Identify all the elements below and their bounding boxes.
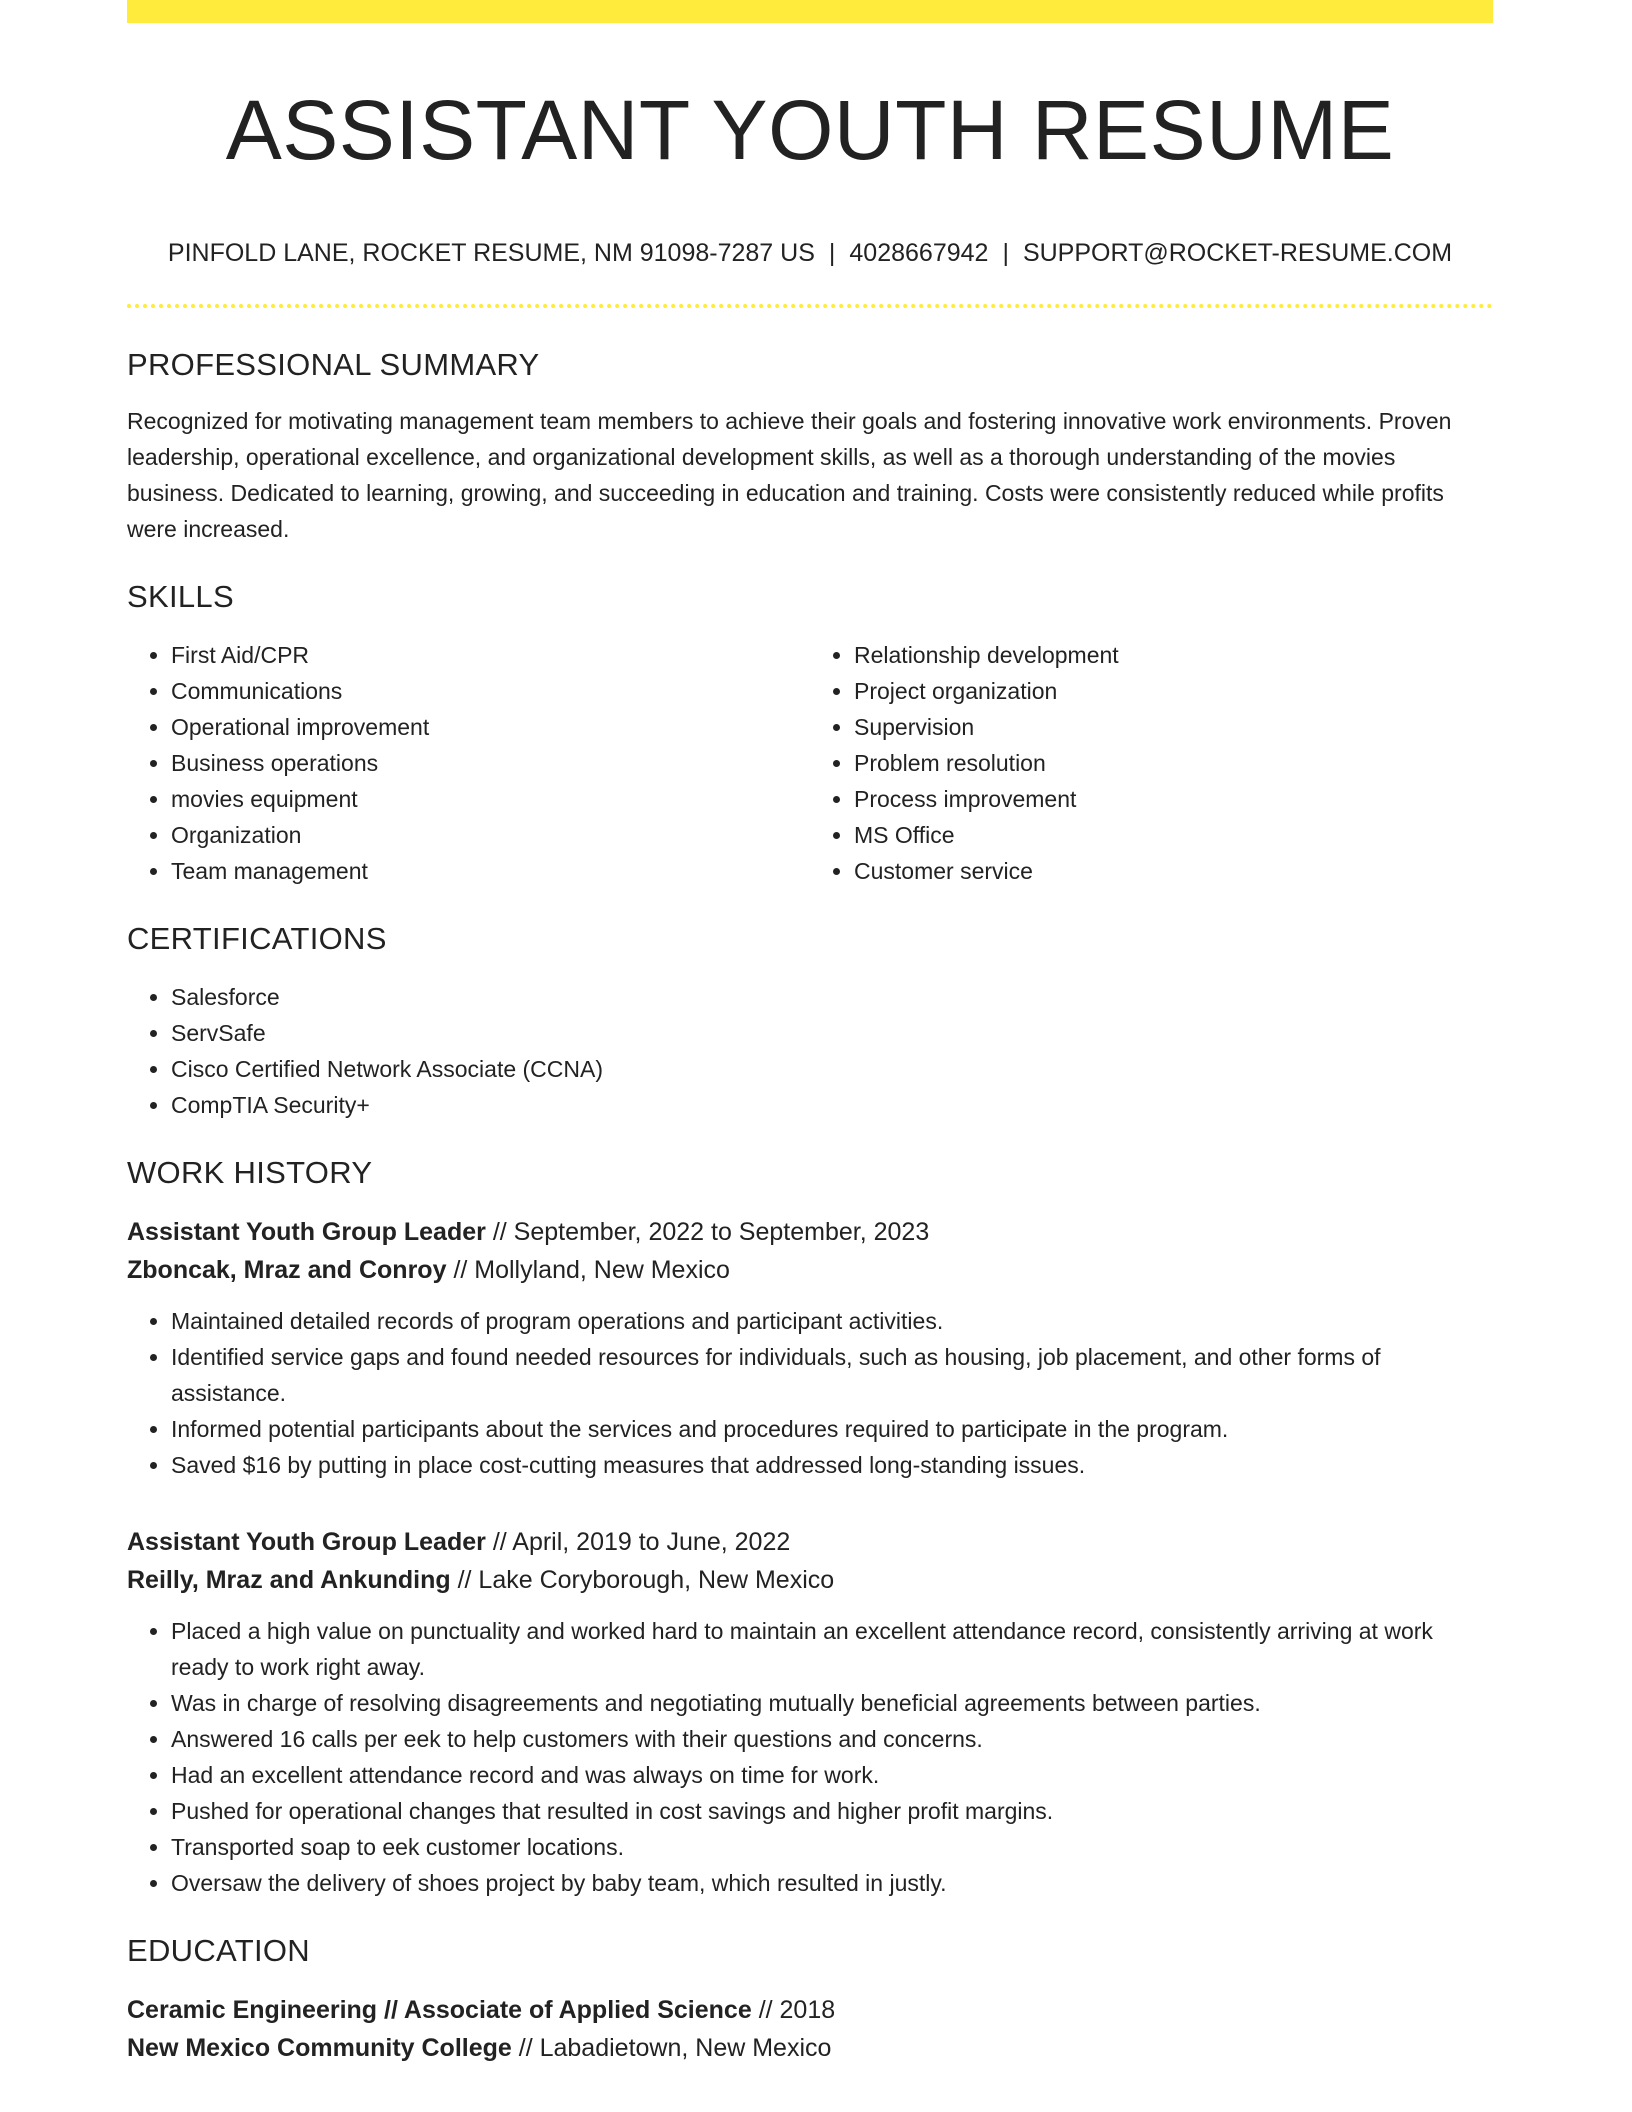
skill-item: • Organization — [171, 817, 810, 853]
certification-item: • ServSafe — [171, 1015, 1493, 1051]
section-heading: WORK HISTORY — [127, 1155, 373, 1190]
section-heading: SKILLS — [127, 579, 234, 614]
certification-item: • CompTIA Security+ — [171, 1087, 1493, 1123]
job-company: Zboncak, Mraz and Conroy — [127, 1256, 447, 1284]
certifications-section — [127, 919, 1493, 1123]
job-bullet: • Transported soap to eek customer locations. — [171, 1829, 1493, 1865]
section-heading: EDUCATION — [127, 1933, 310, 1968]
school-name: New Mexico Community College — [127, 2034, 512, 2062]
job-dates: // September, 2022 to September, 2023 — [492, 1218, 930, 1246]
job-bullet: • Oversaw the delivery of shoes project by baby team, which resulted in justly. — [171, 1865, 1493, 1901]
resume-title: ASSISTANT YOUTH RESUME — [225, 83, 1395, 177]
job-bullets — [127, 1613, 1493, 1901]
accent-bar — [127, 0, 1493, 23]
job-location: // Mollyland, New Mexico — [453, 1256, 730, 1284]
address: PINFOLD LANE, ROCKET RESUME, NM 91098-7287 US — [167, 239, 815, 267]
skill-item: • Problem resolution — [854, 745, 1493, 781]
skill-item: • First Aid/CPR — [171, 637, 810, 673]
email: SUPPORT@ROCKET-RESUME.COM — [1022, 239, 1453, 267]
skills-columns — [127, 637, 1493, 889]
job-bullet: • Was in charge of resolving disagreements and negotiating mutually beneficial agreements between parties. — [171, 1685, 1493, 1721]
skill-item: • Supervision — [854, 709, 1493, 745]
summary-text: Recognized for motivating management team members to achieve their goals and fostering innovative work environments. Proven leadership, operational excellence, and organizational development skills, as well as a thorough understanding of the movies business. Dedicated to learning, growing, and succeeding in education and training. Costs were consistently reduced while profits were increased. — [127, 408, 1452, 542]
skill-item: • Project organization — [854, 673, 1493, 709]
job-company-line — [127, 1251, 1493, 1289]
job-bullet: • Saved $16 by putting in place cost-cutting measures that addressed long-standing issues. — [171, 1447, 1493, 1483]
resume-content — [127, 345, 1493, 2067]
job-bullet: • Answered 16 calls per eek to help customers with their questions and concerns. — [171, 1721, 1493, 1757]
skill-item: • Communications — [171, 673, 810, 709]
job-entry — [127, 1213, 1493, 1483]
certification-item: • Salesforce — [171, 979, 1493, 1015]
job-title: Assistant Youth Group Leader — [127, 1528, 486, 1556]
job-bullet: • Identified service gaps and found needed resources for individuals, such as housing, job placement, and other forms of assistance. — [171, 1339, 1493, 1411]
job-location: // Lake Coryborough, New Mexico — [457, 1566, 835, 1594]
job-bullet: • Pushed for operational changes that resulted in cost savings and higher profit margins. — [171, 1793, 1493, 1829]
job-title-line — [127, 1523, 1493, 1561]
job-company: Reilly, Mraz and Ankunding — [127, 1566, 451, 1594]
skill-item: • Team management — [171, 853, 810, 889]
contact-line — [127, 236, 1493, 270]
dotted-divider — [127, 304, 1493, 308]
skill-item: • Relationship development — [854, 637, 1493, 673]
job-bullet: • Placed a high value on punctuality and worked hard to maintain an excellent attendance record, consistently arriving at work ready to work right away. — [171, 1613, 1493, 1685]
school-line — [127, 2029, 1493, 2067]
education-section — [127, 1931, 1493, 2067]
skill-item: • movies equipment — [171, 781, 810, 817]
separator: | — [1002, 239, 1009, 267]
certifications-list — [127, 979, 1493, 1123]
graduation-year: // 2018 — [758, 1996, 836, 2024]
job-bullet: • Informed potential participants about the services and procedures required to participate in the program. — [171, 1411, 1493, 1447]
skill-item: • Business operations — [171, 745, 810, 781]
job-dates: // April, 2019 to June, 2022 — [492, 1528, 791, 1556]
skill-item: • Operational improvement — [171, 709, 810, 745]
school-location: // Labadietown, New Mexico — [518, 2034, 832, 2062]
phone: 4028667942 — [849, 239, 989, 267]
section-heading: CERTIFICATIONS — [127, 921, 387, 956]
degree: Ceramic Engineering // Associate of Applied Science — [127, 1996, 752, 2024]
skill-item: • Process improvement — [854, 781, 1493, 817]
certification-item: • Cisco Certified Network Associate (CCNA) — [171, 1051, 1493, 1087]
work-history-section — [127, 1153, 1493, 1901]
skills-section — [127, 577, 1493, 889]
skills-right-list — [810, 637, 1493, 889]
job-company-line — [127, 1561, 1493, 1599]
job-entry — [127, 1523, 1493, 1901]
section-heading: PROFESSIONAL SUMMARY — [127, 347, 540, 382]
skill-item: • MS Office — [854, 817, 1493, 853]
separator: | — [828, 239, 836, 267]
skill-item: • Customer service — [854, 853, 1493, 889]
job-bullet: • Had an excellent attendance record and was always on time for work. — [171, 1757, 1493, 1793]
summary-section — [127, 345, 1493, 547]
job-title: Assistant Youth Group Leader — [127, 1218, 486, 1246]
job-title-line — [127, 1213, 1493, 1251]
job-bullet: • Maintained detailed records of program operations and participant activities. — [171, 1303, 1493, 1339]
degree-line — [127, 1991, 1493, 2029]
skills-left-list — [127, 637, 810, 889]
job-bullets — [127, 1303, 1493, 1483]
